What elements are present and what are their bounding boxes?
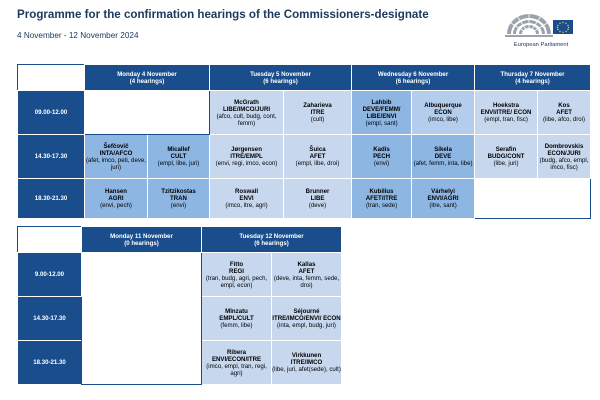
day-header: Wednesday 6 November (6 hearings) xyxy=(352,65,475,91)
hearing-cell: Šefčovič INTA/AFCO (afet, imco, peti, deve, juri) xyxy=(85,135,148,179)
empty-slot xyxy=(475,179,591,219)
hearing-cell: Mînzatu EMPL/CULT (femm, libe) xyxy=(202,297,272,341)
hearing-cell: Zaharieva ITRE (cult) xyxy=(284,91,352,135)
week2-schedule-table xyxy=(17,226,342,385)
day-header: Tuesday 5 November (6 hearings) xyxy=(210,65,352,91)
time-slot: 14.30-17.30 xyxy=(18,297,82,341)
hearing-cell: Tzitzikostas TRAN (envi) xyxy=(148,179,210,219)
hearing-cell: Dombrovskis ECON/JURI (budg, afco, empl, imco, fisc) xyxy=(538,135,591,179)
hearing-cell: Kadis PECH (envi) xyxy=(352,135,412,179)
time-slot: 9.00-12.00 xyxy=(18,253,82,297)
hearing-cell: Séjourné ITRE/IMCO/ENVI/ ECON (inta, empl, budg, juri) xyxy=(272,297,342,341)
hearing-cell: Lahbib DEVE/FEMM/ LIBE/ENVI (empl, sant) xyxy=(352,91,412,135)
hearing-cell: Kubilius AFET/ITRE (tran, sede) xyxy=(352,179,412,219)
hearing-cell: Serafin BUDG/CONT (libe, juri) xyxy=(475,135,538,179)
time-slot: 09.00-12.00 xyxy=(18,91,85,135)
hearing-cell: Kallas AFET (deve, inta, femm, sede, droi) xyxy=(272,253,342,297)
hearing-cell: Albuquerque ECON (imco, libe) xyxy=(412,91,475,135)
date-range: 4 November - 12 November 2024 xyxy=(17,31,139,40)
hearing-cell: Várhelyi ENVI/AGRI (itre, sant) xyxy=(412,179,475,219)
hearing-cell: Virkkunen ITRE/IMCO (libe, juri, afet(sede), cult) xyxy=(272,341,342,385)
hearing-cell: Kos AFET (libe, afco, droi) xyxy=(538,91,591,135)
time-slot: 18.30-21.30 xyxy=(18,179,85,219)
week1-schedule-table xyxy=(17,64,591,219)
hearing-cell: Brunner LIBE (deve) xyxy=(284,179,352,219)
european-parliament-logo xyxy=(503,8,575,40)
hearing-cell: Hansen AGRI (envi, pech) xyxy=(85,179,148,219)
logo-text: European Parliament xyxy=(513,42,569,48)
time-slot: 18.30-21.30 xyxy=(18,341,82,385)
hearing-cell: Šuica AFET (empl, libe, droi) xyxy=(284,135,352,179)
day-header: Monday 4 November (4 hearings) xyxy=(85,65,210,91)
hearing-cell: Síkela DEVE (afet, femm, inta, libe) xyxy=(412,135,475,179)
hearing-cell: Roswall ENVI (imco, itre, agri) xyxy=(210,179,284,219)
hearing-cell: McGrath LIBE/IMCO/JURI (afco, cult, budg, cont, femm) xyxy=(210,91,284,135)
empty-slot xyxy=(85,91,210,135)
hearing-cell: Micallef CULT (empl, libe, juri) xyxy=(148,135,210,179)
empty-slot xyxy=(82,253,202,385)
day-header: Tuesday 12 November (6 hearings) xyxy=(202,227,342,253)
corner-cell xyxy=(18,227,82,253)
hearing-cell: Jørgensen ITRE/EMPL (envi, regi, imco, econ) xyxy=(210,135,284,179)
day-header: Thursday 7 November (4 hearings) xyxy=(475,65,591,91)
day-header: Monday 11 November (0 hearings) xyxy=(82,227,202,253)
hearing-cell: Ribera ENVI/ECON/ITRE (imco, empl, tran, regi, agri) xyxy=(202,341,272,385)
page-title: Programme for the confirmation hearings of the Commissioners-designate xyxy=(17,8,429,21)
corner-cell xyxy=(18,65,85,91)
hearing-cell: Fitto REGI (tran, budg, agri, pech, empl, econ) xyxy=(202,253,272,297)
time-slot: 14.30-17.30 xyxy=(18,135,85,179)
hearing-cell: Hoekstra ENVI/ITRE/ ECON (empl, tran, fisc) xyxy=(475,91,538,135)
